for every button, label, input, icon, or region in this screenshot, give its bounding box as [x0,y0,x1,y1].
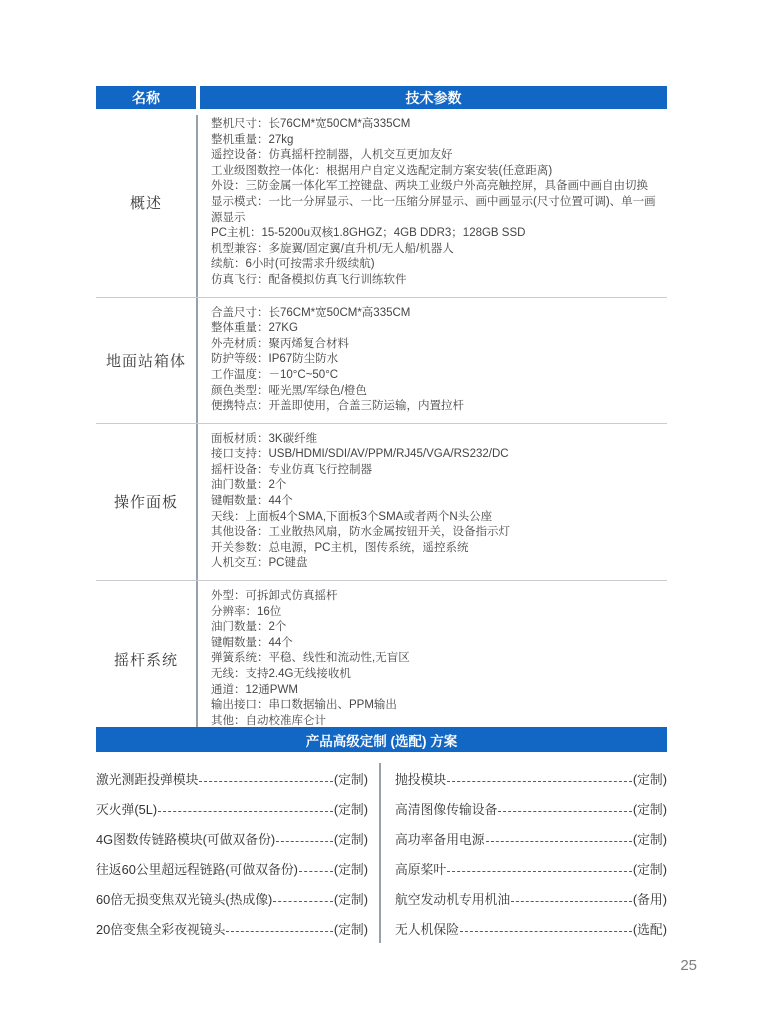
option-tag: (定制) [632,801,667,817]
spec-line: 键帽数量：44个 [211,495,293,508]
option-tag: (定制) [333,861,368,877]
spec-section-row [96,423,667,580]
options-banner: 产品高级定制 (选配) 方案 [96,727,667,752]
spec-line: 接口支持：USB/HDMI/SDI/AV/PPM/RJ45/VGA/RS232/DC [211,448,509,461]
section-params [196,581,667,737]
option-item [395,823,667,853]
spec-line: 便携特点：开盖即使用，合盖三防运输，内置拉杆 [211,400,464,413]
dashed-leader [447,781,632,782]
option-label: 60倍无损变焦双光镜头(热成像) [96,891,273,907]
header-name-column: 名称 [96,86,196,109]
option-item [395,793,667,823]
option-tag: (定制) [333,831,368,847]
header-params-column: 技术参数 [200,86,667,109]
spec-line: 机型兼容：多旋翼/固定翼/直升机/无人船/机器人 [211,242,454,255]
option-tag: (定制) [632,831,667,847]
dashed-leader [511,901,632,902]
dashed-leader [226,931,332,932]
spec-line: 整机尺寸：长76CM*宽50CM*高335CM [211,118,411,130]
spec-line: 外壳材质：聚丙烯复合材料 [211,337,349,350]
spec-line: 外设：三防金属一体化军工控键盘、两块工业级户外高亮触控屏，具备画中画自由切换 [211,180,648,193]
option-label: 高原桨叶 [395,861,447,877]
section-label: 概述 [129,195,162,213]
spec-line: 其他：自动校准库仑计 [211,714,326,727]
spec-line: 颜色类型：哑光黑/军绿色/橙色 [211,384,367,397]
dashed-leader [460,931,632,932]
spec-section-row [96,580,667,737]
spec-line: 面板材质：3K碳纤维 [211,432,318,445]
spec-line: 输出接口：串口数据输出、PPM输出 [211,699,397,712]
dashed-leader [447,871,632,872]
dashed-leader [498,811,632,812]
option-item [96,883,368,913]
section-params [196,298,667,423]
spec-line: 开关参数：总电源，PC主机，图传系统，遥控系统 [211,541,469,554]
spec-table-header [96,86,667,109]
spec-line: 防护等级：IP67防尘防水 [211,353,339,366]
option-tag: (定制) [333,891,368,907]
dashed-leader [299,871,333,872]
dashed-leader [199,781,333,782]
options-list [96,763,667,943]
option-item [96,913,368,943]
option-tag: (选配) [632,921,667,937]
option-tag: (定制) [632,771,667,787]
option-tag: (备用) [632,891,667,907]
option-label: 航空发动机专用机油 [395,891,511,907]
spec-line: 摇杆设备：专业仿真飞行控制器 [211,463,372,476]
option-item [96,763,368,793]
spec-line: 油门数量：2个 [211,621,287,634]
option-tag: (定制) [632,861,667,877]
page-number: 25 [680,957,697,974]
option-item [395,763,667,793]
section-label: 摇杆系统 [113,651,178,669]
option-label: 高功率备用电源 [395,831,485,847]
option-item [395,913,667,943]
option-label: 高清图像传输设备 [395,801,498,817]
spec-line: 整机重量：27kg [211,133,294,146]
spec-line: 分辨率：16位 [211,605,282,618]
option-item [96,823,368,853]
options-column-left [96,763,381,943]
option-label: 激光测距投弹模块 [96,771,199,787]
spec-line: 工作温度：－10°C~50°C [211,368,339,381]
dashed-leader [158,811,333,812]
spec-line: PC主机：15-5200u双核1.8GHGZ；4GB DDR3；128GB SSD [211,227,526,240]
section-params [196,115,667,297]
spec-table [96,109,667,737]
dashed-leader [273,901,333,902]
spec-line: 遥控设备：仿真摇杆控制器，人机交互更加友好 [211,149,453,162]
option-label: 4G图数传链路模块(可做双备份) [96,831,276,847]
options-column-right [381,763,667,943]
dashed-leader [486,841,632,842]
option-label: 往返60公里超远程链路(可做双备份) [96,861,298,877]
section-label: 地面站箱体 [105,352,186,370]
dashed-leader [276,841,333,842]
spec-line: 整体重量：27KG [211,322,298,335]
spec-line: 续航：6小时(可按需求升级续航) [211,258,375,271]
spec-line: 弹簧系统：平稳、线性和流动性,无盲区 [211,652,410,665]
option-label: 20倍变焦全彩夜视镜头 [96,921,226,937]
spec-line: 无线：支持2.4G无线接收机 [211,668,351,680]
option-label: 抛投模块 [395,771,447,787]
spec-line: 工业级图数控一体化：根据用户自定义选配定制方案安装(任意距离) [211,164,553,177]
section-label: 操作面板 [113,494,178,512]
spec-line: 合盖尺寸：长76CM*宽50CM*高335CM [211,306,411,319]
option-item [395,853,667,883]
spec-line: 通道：12通PWM [211,683,298,696]
spec-line: 人机交互：PC键盘 [211,557,308,570]
option-label: 灭火弹(5L) [96,801,158,817]
option-tag: (定制) [333,801,368,817]
spec-line: 天线：上面板4个SMA,下面板3个SMA或者两个N头公座 [211,510,493,523]
option-item [395,883,667,913]
spec-line: 其他设备：工业散热风扇，防水金属按钮开关，设备指示灯 [211,526,510,539]
spec-line: 键帽数量：44个 [211,636,293,649]
spec-section-row [96,109,667,297]
spec-line: 油门数量：2个 [211,479,287,492]
spec-line: 仿真飞行：配备模拟仿真飞行训练软件 [211,273,407,286]
option-tag: (定制) [333,921,368,937]
option-item [96,853,368,883]
option-label: 无人机保险 [395,921,459,937]
option-tag: (定制) [333,771,368,787]
spec-line: 外型：可拆卸式仿真摇杆 [211,590,338,603]
section-params [196,424,667,580]
option-item [96,793,368,823]
spec-section-row [96,297,667,423]
spec-line: 显示模式：一比一分屏显示、一比一压缩分屏显示、画中画显示(尺寸位置可调)、单一画源显示 [211,195,656,224]
